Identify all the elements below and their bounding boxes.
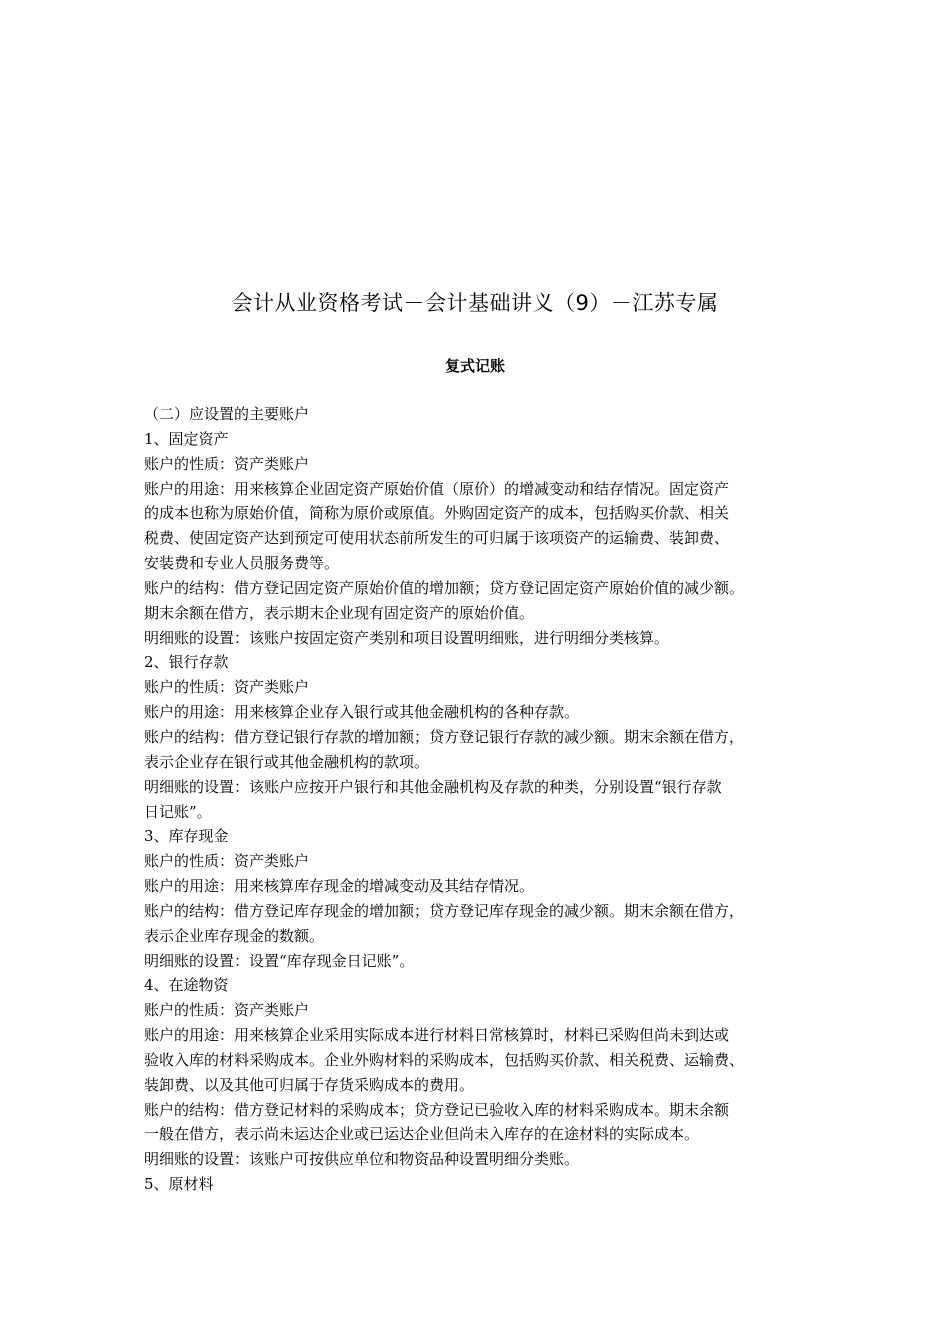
text-line: 账户的性质：资产类账户 — [144, 1001, 310, 1020]
text-line: 3、库存现金 — [144, 827, 229, 846]
text-line: 一般在借方，表示尚未运达企业或已运达企业但尚未入库存的在途材料的实际成本。 — [144, 1125, 700, 1144]
text-line: 账户的结构：借方登记固定资产原始价值的增加额；贷方登记固定资产原始价值的减少额。 — [144, 578, 745, 597]
text-line: 装卸费、以及其他可归属于存货采购成本的费用。 — [144, 1075, 475, 1094]
text-line: 账户的性质：资产类账户 — [144, 852, 310, 871]
text-line: （二）应设置的主要账户 — [144, 405, 310, 423]
text-line: 账户的用途：用来核算企业固定资产原始价值（原价）的增减变动和结存情况。固定资产 — [144, 479, 730, 498]
text-line: 账户的性质：资产类账户 — [144, 678, 310, 697]
text-line: 账户的用途：用来核算库存现金的增减变动及其结存情况。 — [144, 877, 535, 896]
document-title: 会计从业资格考试－会计基础讲义（9）－江苏专属 — [231, 291, 719, 315]
document-body — [144, 402, 814, 1197]
text-line: 日记账”。 — [144, 802, 212, 821]
text-line: 期末余额在借方，表示期末企业现有固定资产的原始价值。 — [144, 603, 535, 622]
text-line: 明细账的设置：该账户应按开户银行和其他金融机构及存款的种类，分别设置“银行存款 — [144, 777, 722, 796]
text-line: 表示企业库存现金的数额。 — [144, 926, 325, 945]
text-line: 账户的结构：借方登记材料的采购成本；贷方登记已验收入库的材料采购成本。期末余额 — [144, 1100, 730, 1119]
text-line: 5、原材料 — [144, 1175, 214, 1194]
text-line: 账户的用途：用来核算企业存入银行或其他金融机构的各种存款。 — [144, 703, 580, 722]
text-line: 表示企业存在银行或其他金融机构的款项。 — [144, 752, 430, 771]
text-line: 安装费和专业人员服务费等。 — [144, 554, 340, 573]
text-line: 账户的结构：借方登记库存现金的增加额；贷方登记库存现金的减少额。期末余额在借方， — [144, 901, 745, 920]
text-line: 账户的用途：用来核算企业采用实际成本进行材料日常核算时，材料已采购但尚未到达或 — [144, 1026, 730, 1045]
text-line: 明细账的设置：该账户可按供应单位和物资品种设置明细分类账。 — [144, 1150, 580, 1169]
text-line: 2、银行存款 — [144, 653, 229, 672]
text-line: 税费、使固定资产达到预定可使用状态前所发生的可归属于该项资产的运输费、装卸费、 — [144, 529, 730, 548]
text-line: 4、在途物资 — [144, 976, 229, 995]
section-heading: 复式记账 — [444, 357, 505, 375]
text-line: 账户的结构：借方登记银行存款的增加额；贷方登记银行存款的减少额。期末余额在借方， — [144, 727, 745, 746]
text-line: 账户的性质：资产类账户 — [144, 454, 310, 473]
text-line: 明细账的设置：设置“库存现金日记账”。 — [144, 951, 415, 970]
text-line: 的成本也称为原始价值，简称为原价或原值。外购固定资产的成本，包括购买价款、相关 — [144, 504, 730, 523]
text-line: 验收入库的材料采购成本。企业外购材料的采购成本，包括购买价款、相关税费、运输费、 — [144, 1050, 745, 1069]
text-line: 1、固定资产 — [144, 429, 229, 448]
text-line: 明细账的设置：该账户按固定资产类别和项目设置明细账，进行明细分类核算。 — [144, 628, 670, 647]
